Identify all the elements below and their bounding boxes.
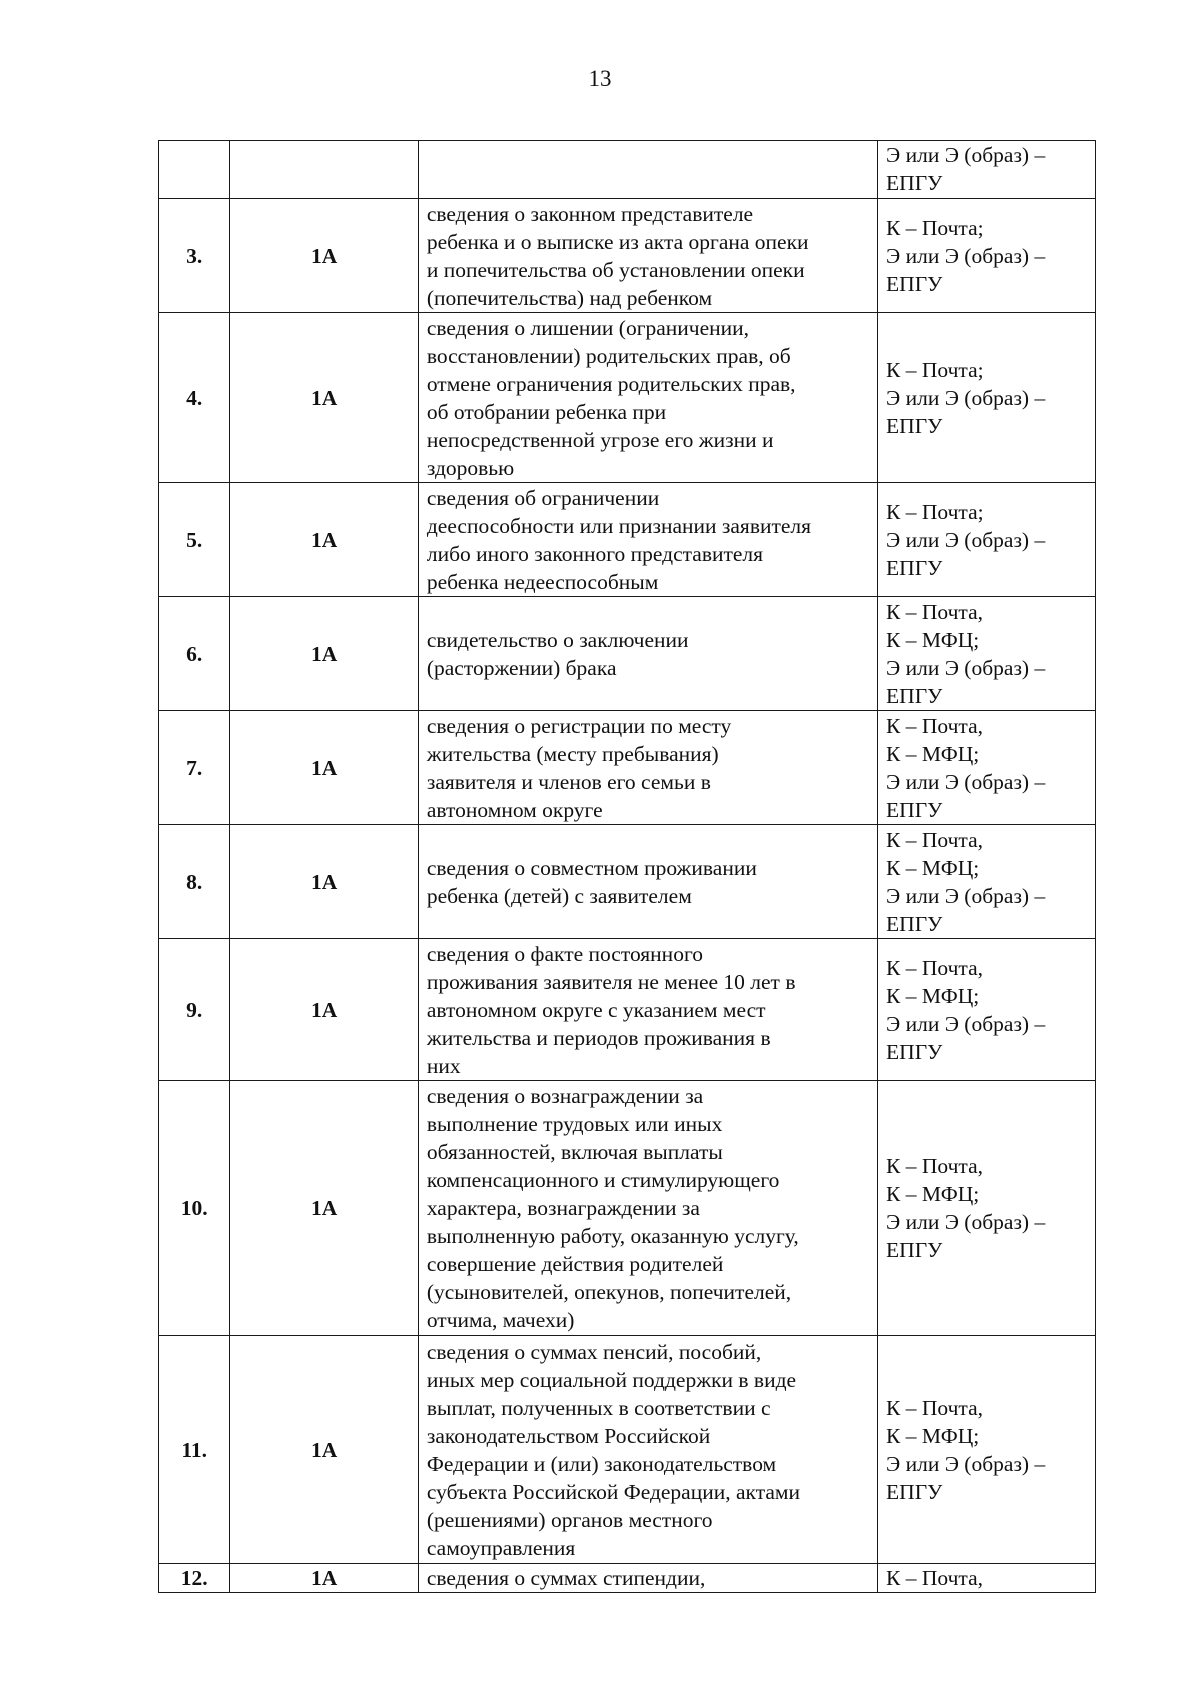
description-line: автономном округе с указанием мест bbox=[426, 997, 766, 1022]
table-row bbox=[159, 711, 1096, 825]
table-row bbox=[159, 199, 1096, 313]
method-line: К – Почта; bbox=[886, 215, 984, 240]
description-line: иных мер социальной поддержки в виде bbox=[426, 1367, 797, 1392]
row-code-cell: 1А bbox=[230, 1564, 418, 1593]
description-line: жительства (месту пребывания) bbox=[426, 741, 719, 766]
description-line: обязанностей, включая выплаты bbox=[426, 1140, 723, 1164]
method-line: К – Почта, bbox=[886, 1154, 983, 1178]
table-row bbox=[159, 825, 1096, 939]
row-number-cell: 10. bbox=[159, 1081, 230, 1336]
method-line: ЕПГУ bbox=[886, 171, 943, 195]
description-line: сведения о лишении (ограничении, bbox=[426, 315, 750, 340]
method-line: К – Почта, bbox=[886, 955, 983, 980]
row-code-cell: 1А bbox=[230, 825, 418, 939]
method-line: К – МФЦ; bbox=[886, 1182, 980, 1206]
row-code-cell: 1А bbox=[230, 1336, 418, 1564]
description-line: Федерации и (или) законодательством bbox=[426, 1451, 777, 1476]
row-description-cell bbox=[418, 939, 877, 1081]
row-method-cell bbox=[878, 1336, 1096, 1564]
description-line: самоуправления bbox=[426, 1535, 576, 1560]
row-method-cell bbox=[878, 483, 1096, 597]
description-line: об отобрании ребенка при bbox=[426, 399, 667, 424]
description-line: проживания заявителя не менее 10 лет в bbox=[426, 969, 796, 994]
method-line: Э или Э (образ) – bbox=[886, 243, 1046, 268]
method-line: К – Почта; bbox=[886, 357, 984, 382]
row-code-cell: 1А bbox=[230, 199, 418, 313]
row-number-cell: 11. bbox=[159, 1336, 230, 1564]
description-line: выполненную работу, оказанную услугу, bbox=[426, 1224, 799, 1248]
method-line: ЕПГУ bbox=[886, 555, 943, 580]
method-line: К – Почта, bbox=[886, 599, 983, 624]
method-line: К – МФЦ; bbox=[886, 1423, 980, 1448]
method-line: Э или Э (образ) – bbox=[886, 769, 1046, 794]
row-description-cell bbox=[418, 483, 877, 597]
method-line: К – МФЦ; bbox=[886, 855, 980, 880]
page-number: 13 bbox=[588, 66, 612, 91]
row-description-cell bbox=[418, 313, 877, 483]
row-method-cell bbox=[878, 939, 1096, 1081]
method-line: Э или Э (образ) – bbox=[886, 883, 1046, 908]
description-line: ребенка и о выписке из акта органа опеки bbox=[426, 229, 809, 254]
description-line: выплат, полученных в соответствии с bbox=[426, 1395, 771, 1420]
description-line: свидетельство о заключении bbox=[426, 627, 689, 652]
row-number-cell: 12. bbox=[159, 1564, 230, 1593]
row-description-cell bbox=[418, 711, 877, 825]
method-line: К – Почта, bbox=[886, 713, 983, 738]
description-line: сведения о суммах пенсий, пособий, bbox=[426, 1339, 762, 1364]
row-method-cell bbox=[878, 711, 1096, 825]
row-code-cell: 1А bbox=[230, 597, 418, 711]
description-line: ребенка недееспособным bbox=[426, 569, 659, 594]
description-line: субъекта Российской Федерации, актами bbox=[426, 1479, 801, 1504]
method-line: ЕПГУ bbox=[886, 911, 943, 936]
row-method-cell bbox=[878, 313, 1096, 483]
table-row bbox=[159, 1564, 1096, 1593]
table-row bbox=[159, 313, 1096, 483]
description-line: сведения о законном представителе bbox=[426, 201, 754, 226]
method-line: Э или Э (образ) – bbox=[886, 1210, 1046, 1234]
description-line: сведения о регистрации по месту bbox=[426, 713, 732, 738]
description-line: отмене ограничения родительских прав, bbox=[426, 371, 796, 396]
method-line: Э или Э (образ) – bbox=[886, 655, 1046, 680]
description-line: законодательством Российской bbox=[426, 1423, 711, 1448]
row-method-cell bbox=[878, 141, 1096, 199]
row-code-cell: 1А bbox=[230, 483, 418, 597]
method-line: К – МФЦ; bbox=[886, 741, 980, 766]
description-line: автономном округе bbox=[426, 797, 603, 822]
method-line: Э или Э (образ) – bbox=[886, 143, 1046, 167]
method-line: ЕПГУ bbox=[886, 413, 943, 438]
table-row bbox=[159, 597, 1096, 711]
row-description-cell bbox=[418, 199, 877, 313]
description-line: (расторжении) брака bbox=[426, 655, 617, 680]
documents-table bbox=[158, 140, 1096, 1593]
row-number-cell: 3. bbox=[159, 199, 230, 313]
row-description-cell bbox=[418, 1081, 877, 1336]
table-row bbox=[159, 939, 1096, 1081]
table-body bbox=[159, 141, 1096, 1593]
method-line: К – Почта, bbox=[886, 1566, 983, 1590]
row-method-cell bbox=[878, 1081, 1096, 1336]
description-line: либо иного законного представителя bbox=[426, 541, 764, 566]
method-line: ЕПГУ bbox=[886, 683, 943, 708]
method-line: К – Почта, bbox=[886, 1395, 983, 1420]
row-method-cell bbox=[878, 597, 1096, 711]
row-number-cell: 5. bbox=[159, 483, 230, 597]
method-line: К – МФЦ; bbox=[886, 627, 980, 652]
description-line: сведения о суммах стипендии, bbox=[426, 1566, 706, 1590]
row-description-cell bbox=[418, 825, 877, 939]
row-description-cell bbox=[418, 141, 877, 199]
row-number-cell: 4. bbox=[159, 313, 230, 483]
row-number-cell: 6. bbox=[159, 597, 230, 711]
method-line: К – Почта, bbox=[886, 827, 983, 852]
method-line: К – Почта; bbox=[886, 499, 984, 524]
description-line: непосредственной угрозе его жизни и bbox=[426, 427, 774, 452]
method-line: ЕПГУ bbox=[886, 797, 943, 822]
description-line: компенсационного и стимулирующего bbox=[426, 1168, 780, 1192]
description-line: заявителя и членов его семьи в bbox=[426, 769, 711, 794]
row-method-cell bbox=[878, 1564, 1096, 1593]
row-number-cell bbox=[159, 141, 230, 199]
row-number-cell: 9. bbox=[159, 939, 230, 1081]
row-number-cell: 7. bbox=[159, 711, 230, 825]
description-line: характера, вознаграждении за bbox=[426, 1196, 700, 1220]
description-line: (решениями) органов местного bbox=[426, 1507, 713, 1532]
description-line: сведения об ограничении bbox=[426, 485, 660, 510]
method-line: К – МФЦ; bbox=[886, 983, 980, 1008]
row-code-cell bbox=[230, 141, 418, 199]
method-line: Э или Э (образ) – bbox=[886, 385, 1046, 410]
description-line: совершение действия родителей bbox=[426, 1252, 724, 1276]
description-line: отчима, мачехи) bbox=[426, 1308, 575, 1332]
table-row bbox=[159, 483, 1096, 597]
method-line: ЕПГУ bbox=[886, 1039, 943, 1064]
description-line: ребенка (детей) с заявителем bbox=[426, 883, 692, 908]
row-description-cell bbox=[418, 1336, 877, 1564]
description-line: жительства и периодов проживания в bbox=[426, 1025, 771, 1050]
row-description-cell bbox=[418, 1564, 877, 1593]
description-line: выполнение трудовых или иных bbox=[426, 1112, 723, 1136]
description-line: сведения о вознаграждении за bbox=[426, 1084, 704, 1108]
table-row bbox=[159, 1081, 1096, 1336]
description-line: дееспособности или признании заявителя bbox=[426, 513, 812, 538]
row-code-cell: 1А bbox=[230, 939, 418, 1081]
description-line: и попечительства об установлении опеки bbox=[426, 257, 805, 282]
method-line: ЕПГУ bbox=[886, 1238, 943, 1262]
method-line: Э или Э (образ) – bbox=[886, 1011, 1046, 1036]
row-code-cell: 1А bbox=[230, 313, 418, 483]
row-number-cell: 8. bbox=[159, 825, 230, 939]
description-line: сведения о совместном проживании bbox=[426, 855, 757, 880]
description-line: восстановлении) родительских прав, об bbox=[426, 343, 791, 368]
row-method-cell bbox=[878, 199, 1096, 313]
table-row bbox=[159, 1336, 1096, 1564]
row-code-cell: 1А bbox=[230, 711, 418, 825]
description-line: здоровью bbox=[426, 455, 515, 480]
method-line: Э или Э (образ) – bbox=[886, 1451, 1046, 1476]
method-line: ЕПГУ bbox=[886, 271, 943, 296]
description-line: них bbox=[426, 1053, 461, 1078]
description-line: (попечительства) над ребенком bbox=[426, 285, 713, 310]
row-description-cell bbox=[418, 597, 877, 711]
description-line: сведения о факте постоянного bbox=[426, 941, 703, 966]
method-line: ЕПГУ bbox=[886, 1479, 943, 1504]
row-code-cell: 1А bbox=[230, 1081, 418, 1336]
row-method-cell bbox=[878, 825, 1096, 939]
table-row bbox=[159, 141, 1096, 199]
method-line: Э или Э (образ) – bbox=[886, 527, 1046, 552]
description-line: (усыновителей, опекунов, попечителей, bbox=[426, 1280, 792, 1304]
